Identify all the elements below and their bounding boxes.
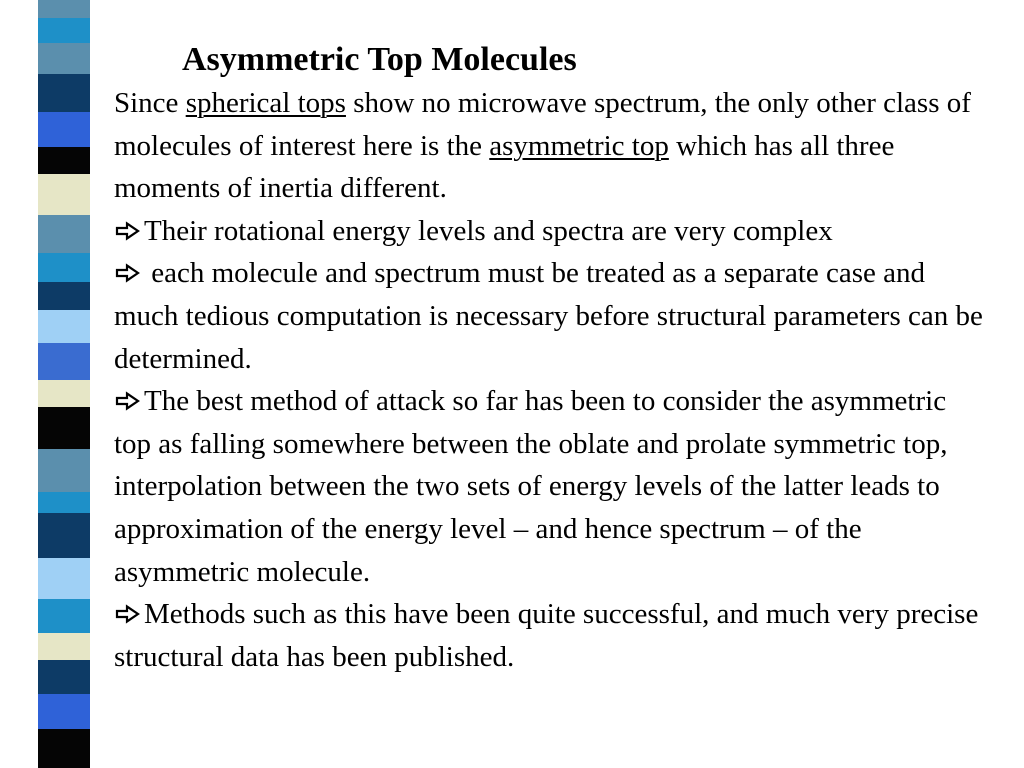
intro-paragraph: [114, 82, 984, 210]
stripe-segment: [38, 729, 90, 768]
bullet-text: Methods such as this have been quite successful, and much very precise structural data has been published.: [114, 598, 979, 673]
slide-title: Asymmetric Top Molecules: [182, 41, 577, 78]
stripe-segment: [38, 407, 90, 448]
slide-body: [114, 82, 984, 678]
stripe-segment: [38, 513, 90, 558]
stripe-segment: [38, 633, 90, 660]
hollow-right-arrow-icon: [114, 221, 144, 241]
bullet-point: [114, 210, 984, 253]
intro-text: show no microwave spectrum, the only other class of molecules of interest here is the: [114, 87, 971, 162]
stripe-segment: [38, 599, 90, 632]
bullet-point: [114, 593, 984, 678]
intro-text: Since: [114, 87, 186, 119]
stripe-segment: [38, 74, 90, 111]
stripe-segment: [38, 558, 90, 599]
hollow-right-arrow-icon: [114, 391, 144, 411]
bullet-text: each molecule and spectrum must be treated as a separate case and much tedious computation is necessary before structural parameters can be determined.: [114, 257, 983, 375]
stripe-segment: [38, 492, 90, 514]
stripe-segment: [38, 449, 90, 492]
stripe-segment: [38, 343, 90, 380]
stripe-segment: [38, 0, 90, 18]
stripe-segment: [38, 18, 90, 43]
intro-text: which has all three moments of inertia different.: [114, 129, 895, 205]
stripe-segment: [38, 215, 90, 252]
stripe-segment: [38, 660, 90, 693]
stripe-segment: [38, 282, 90, 309]
stripe-segment: [38, 310, 90, 343]
stripe-segment: [38, 43, 90, 74]
stripe-segment: [38, 147, 90, 174]
stripe-segment: [38, 112, 90, 147]
decorative-stripe: [38, 0, 90, 768]
bullet-text: Their rotational energy levels and spectra are very complex: [144, 214, 833, 247]
bullet-point: [114, 252, 984, 380]
bullet-text: The best method of attack so far has been to consider the asymmetric top as falling somewhere between the oblate and prolate symmetric top, interpolation between the two sets of energy levels of the latter leads to approximation of the energy level – and hence spectrum – of the asymmetric molecule.: [114, 385, 948, 588]
underlined-term-spherical-tops: spherical tops: [185, 87, 346, 119]
stripe-segment: [38, 253, 90, 282]
hollow-right-arrow-icon: [114, 263, 144, 283]
stripe-segment: [38, 174, 90, 215]
bullet-point: [114, 380, 984, 593]
hollow-right-arrow-icon: [114, 604, 144, 624]
underlined-term-asymmetric-top: asymmetric top: [489, 129, 669, 162]
stripe-segment: [38, 380, 90, 407]
stripe-segment: [38, 694, 90, 729]
